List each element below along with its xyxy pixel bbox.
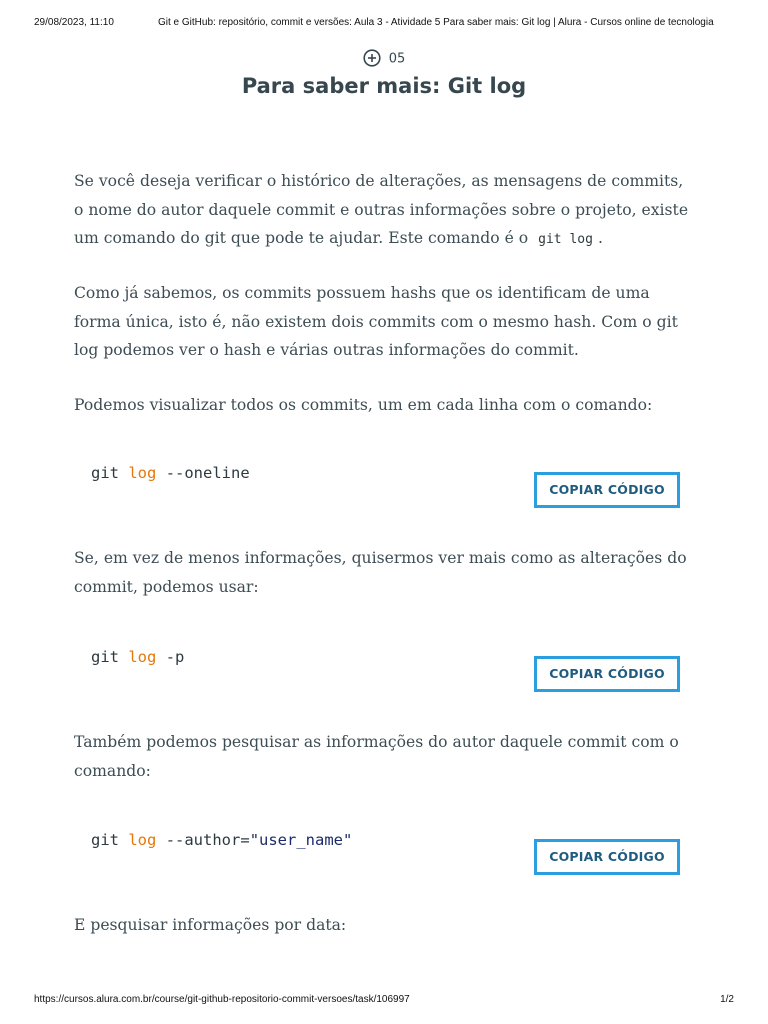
code-string: "user_name": [249, 831, 353, 849]
task-number: 05: [388, 51, 406, 67]
code-line: [91, 648, 184, 666]
code-cmd: git: [91, 648, 119, 666]
page-title: Para saber mais: Git log: [241, 74, 527, 98]
inline-code-git-log: git log: [538, 232, 593, 247]
plus-circle-icon: [363, 49, 381, 67]
paragraph-more-info-text: Se, em vez de menos informações, quisermos ver mais como as alterações do commit, podemos usar:: [74, 549, 687, 596]
code-keyword: log: [128, 464, 157, 482]
paragraph-oneline-text: Podemos visualizar todos os commits, um em cada linha com o comando:: [74, 396, 653, 414]
code-args: -p: [165, 648, 185, 666]
paragraph-intro: [74, 167, 694, 255]
code-line: [91, 831, 352, 849]
paragraph-date: [74, 911, 694, 940]
code-block: [74, 464, 694, 524]
paragraph-author-text: Também podemos pesquisar as informações do autor daquele commit com o comando:: [74, 733, 679, 780]
paragraph-more-info: [74, 544, 694, 601]
code-cmd: git: [91, 831, 119, 849]
code-block: [74, 831, 694, 891]
copy-code-button[interactable]: COPIAR CÓDIGO: [534, 656, 680, 692]
code-args: --author=: [165, 831, 250, 849]
copy-code-button[interactable]: COPIAR CÓDIGO: [534, 472, 680, 508]
code-block: [74, 648, 694, 708]
task-meta: [0, 50, 768, 68]
paragraph-intro-text: Se você deseja verificar o histórico de alterações, as mensagens de commits, o nome do autor daquele commit e outras informações sobre o projeto, existe um comando do git que pode te ajudar. Este comando é o: [74, 172, 689, 247]
paragraph-date-text: E pesquisar informações por data:: [74, 916, 347, 934]
paragraph-author: [74, 728, 694, 785]
code-keyword: log: [128, 648, 157, 666]
code-args: --oneline: [165, 464, 250, 482]
copy-code-button[interactable]: COPIAR CÓDIGO: [534, 839, 680, 875]
print-datetime: 29/08/2023, 11:10: [34, 17, 114, 28]
paragraph-intro-end: .: [597, 229, 603, 247]
code-keyword: log: [128, 831, 157, 849]
paragraph-hash: [74, 279, 694, 365]
print-url: https://cursos.alura.com.br/course/git-github-repositorio-commit-versoes/task/106997: [34, 994, 410, 1005]
print-page-count: 1/2: [720, 994, 734, 1005]
code-cmd: git: [91, 464, 119, 482]
code-line: [91, 464, 250, 482]
paragraph-oneline: [74, 391, 694, 420]
paragraph-hash-text: Como já sabemos, os commits possuem hashs que os identificam de uma forma única, isto é, não existem dois commits com o mesmo hash. Com o git log podemos ver o hash e várias outras informações do commit.: [74, 284, 678, 359]
print-document-title: Git e GitHub: repositório, commit e versões: Aula 3 - Atividade 5 Para saber mais: Git log | Alura - Cursos online de tecnologia: [158, 17, 714, 28]
